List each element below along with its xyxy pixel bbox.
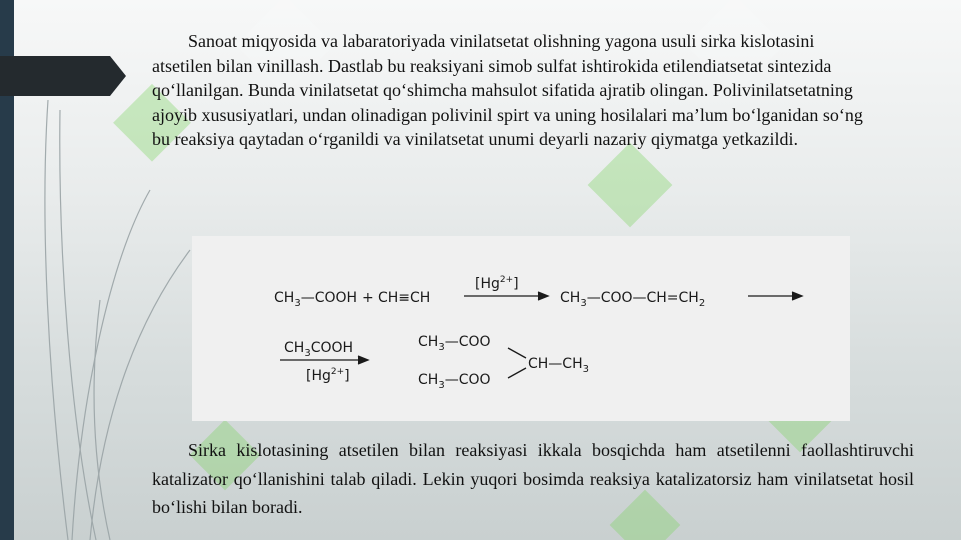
bond-bottom: [508, 368, 526, 378]
product-2-bottom: $CH_3—COO$: [418, 372, 491, 391]
plus-sign: +: [362, 290, 374, 306]
reaction-scheme-svg: [192, 236, 850, 421]
reaction-scheme-image: [192, 236, 850, 421]
product-2-top: $CH_3—COO$: [418, 334, 491, 353]
paragraph-intro: [152, 29, 872, 152]
paragraph-conclusion: [152, 436, 914, 522]
bond-top: [508, 348, 526, 358]
arrowhead-2: [792, 292, 802, 300]
product-1: $CH_3—COO—CH=CH_2$: [560, 290, 706, 309]
arrow-tab-decoration: [0, 56, 126, 96]
reagent-2: $CH_3COOH$: [284, 340, 354, 359]
arrowhead-3: [358, 356, 368, 364]
catalyst-label: $[Hg^{2+}]$: [475, 275, 519, 292]
arrowhead-1: [538, 292, 548, 300]
product-2-center: $CH—CH_3$: [528, 356, 589, 375]
catalyst-label-2: $[Hg^{2+}]$: [306, 367, 350, 384]
paragraph-intro-text: Sanoat miqyosida va labaratoriyada vinilatsetat olishning yagona usuli sirka kislotasini atsetilen bilan vinillash. Dastlab bu reaksiyani simob sulfat ishtirokida etilendiatsetat sintezida qo‘llanilgan. Bunda vinilatsetat qo‘shimcha mahsulot sifatida ajratib olingan. Polivinilatsetatning ajoyib xususiyatlari, undan olinadigan polivinil spirt va uning hosilalari ma’lum bo‘lganidan so‘ng bu reaksiya qaytadan o‘rganildi va vinilatsetat unumi deyarli nazariy qiymatga yetkazildi.: [152, 31, 863, 149]
paragraph-conclusion-text: Sirka kislotasining atsetilen bilan reaksiyasi ikkala bosqichda ham atsetilenni faollashtiruvchi katalizator qo‘llanishini talab qiladi. Lekin yuqori bosimda reaksiya katalizatorsiz ham vinilatsetat hosil bo‘lishi bilan boradi.: [152, 440, 914, 517]
reactant-1: $CH_3—COOH$: [274, 290, 358, 309]
reactant-2: CH≡CH: [378, 290, 431, 306]
